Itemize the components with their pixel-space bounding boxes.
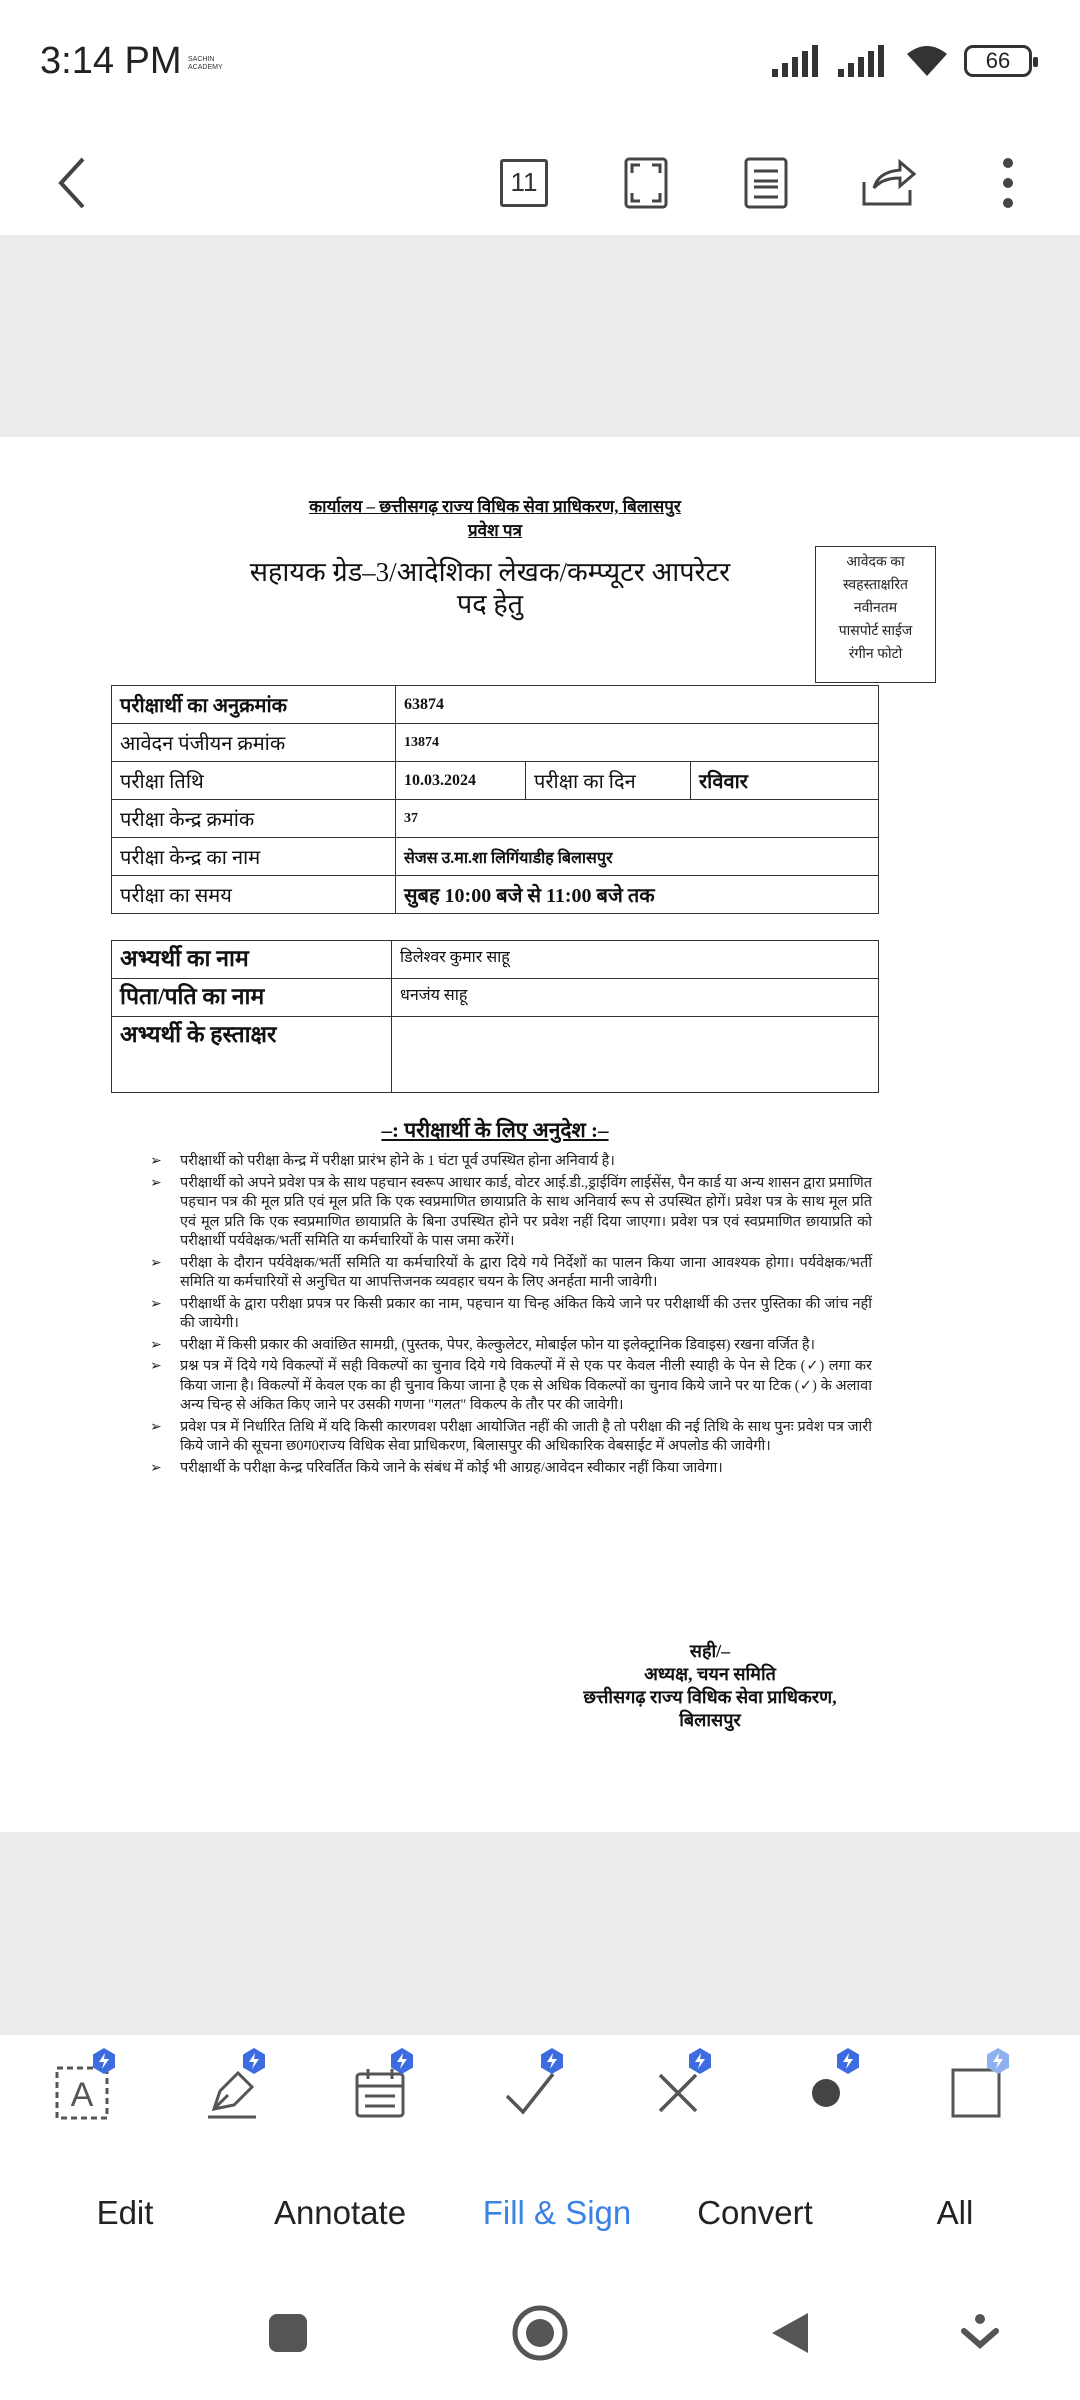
battery-level: 66 (985, 48, 1011, 73)
roll-label: परीक्षार्थी का अनुक्रमांक (112, 686, 396, 724)
svg-text:A: A (70, 2076, 94, 2114)
triangle-back-icon (768, 2309, 812, 2357)
exam-date-value: 10.03.2024 (396, 762, 526, 800)
exam-day-label: परीक्षा का दिन (526, 762, 691, 800)
nav-back-button[interactable] (750, 2293, 830, 2373)
dot-icon (808, 2075, 844, 2111)
candidate-name-value: डिलेश्वर कुमार साहू (392, 941, 879, 979)
status-time: 3:14 PM (40, 40, 182, 82)
father-name-value: धनजंय साहू (392, 979, 879, 1017)
centre-name-label: परीक्षा केन्द्र का नाम (112, 838, 396, 876)
table-row (112, 1017, 879, 1093)
share-icon (860, 158, 916, 208)
exam-info-table (111, 685, 879, 914)
instruction-text: प्रवेश पत्र में निर्धारित तिथि में यदि किसी कारणवश परीक्षा आयोजित नहीं की जाती है तो परीक्षा की नई तिथि के साथ पुनः प्रवेश पत्र जारी किये जाने की सूचना छ0ग0राज्य विधिक सेवा प्राधिकरण, बिलासपुर की अधिकारिक वेबसाईट में अपलोड की जावेगी। (180, 1418, 872, 1454)
signature-line-1: सही/– (689, 1641, 731, 1661)
post-title (190, 556, 790, 620)
list-item (150, 1336, 872, 1356)
registration-value: 13874 (396, 724, 879, 762)
bullet-arrow-icon: ➢ (150, 1460, 162, 1476)
photo-text-2: स्वहस्ताक्षरित (842, 578, 909, 593)
exam-time-label: परीक्षा का समय (112, 876, 396, 914)
exam-date-label: परीक्षा तिथि (112, 762, 396, 800)
tab-annotate[interactable]: Annotate (273, 2194, 407, 2231)
premium-badge-icon (388, 2047, 416, 2075)
status-tag: SACHIN ACADEMY (188, 56, 223, 71)
bullet-arrow-icon: ➢ (150, 1337, 162, 1353)
list-item (150, 1174, 872, 1252)
tab-fill-sign[interactable]: Fill & Sign (482, 2194, 632, 2231)
instruction-text: परीक्षार्थी के परीक्षा केन्द्र परिवर्तित किये जाने के संबंध में कोई भी आग्रह/आवेदन स्वीकार नहीं किया जावेगा। (180, 1459, 723, 1476)
instruction-text: परीक्षार्थी के द्वारा परीक्षा प्रपत्र पर किसी प्रकार का नाम, पहचान या चिन्ह अंकित किये जाने पर परीक्षार्थी की उत्तर पुस्तिका की जांच नहीं की जायेगी। (180, 1295, 872, 1331)
photo-text-3: नवीनतम (853, 601, 898, 616)
roll-value: 63874 (396, 686, 879, 724)
cross-mark-icon (654, 2069, 702, 2117)
tab-convert[interactable]: Convert (697, 2194, 813, 2231)
signature-tool[interactable] (192, 2053, 272, 2133)
instructions-title: –: परीक्षार्थी के लिए अनुदेश :– (381, 1118, 609, 1142)
cross-mark-tool[interactable] (638, 2053, 718, 2133)
list-item (150, 1152, 872, 1172)
dot-tool[interactable] (786, 2053, 866, 2133)
share-button[interactable] (848, 130, 928, 235)
post-title-line1: सहायक ग्रेड–3/आदेशिका लेखक/कम्प्यूटर आपरेटर (249, 557, 731, 587)
signal-icon (772, 45, 824, 77)
centre-number-value: 37 (396, 800, 879, 838)
photo-box (815, 546, 936, 683)
table-row (112, 724, 879, 762)
more-options-button[interactable] (982, 130, 1034, 235)
bullet-arrow-icon: ➢ (150, 1255, 162, 1271)
check-mark-tool[interactable] (490, 2053, 570, 2133)
page-count-button[interactable] (486, 130, 562, 235)
instruction-text: परीक्षा में किसी प्रकार की अवांछित सामग्री, (पुस्तक, पेपर, केल्कुलेटर, मोबाईल फोन या इलेक्ट्रानिक डिवाइस) रखना वर्जित है। (180, 1336, 816, 1353)
text-box-tool[interactable] (42, 2053, 122, 2133)
table-row (112, 876, 879, 914)
premium-badge-icon (538, 2047, 566, 2075)
page-count: 11 (500, 159, 548, 207)
status-bar (0, 0, 1080, 130)
registration-label: आवेदन पंजीयन क्रमांक (112, 724, 396, 762)
fill-sign-toolbar (0, 2035, 1080, 2153)
bullet-arrow-icon: ➢ (150, 1296, 162, 1312)
home-circle-icon (511, 2304, 569, 2362)
wifi-icon (904, 44, 950, 78)
home-button[interactable] (500, 2293, 580, 2373)
bullet-arrow-icon: ➢ (150, 1154, 162, 1169)
list-item (150, 1295, 872, 1334)
signature-line-3: छत्तीसगढ़ राज्य विधिक सेवा प्राधिकरण, (583, 1687, 837, 1707)
premium-badge-icon (90, 2047, 118, 2075)
rectangle-tool[interactable] (936, 2053, 1016, 2133)
instruction-text: परीक्षार्थी को परीक्षा केन्द्र में परीक्षा प्रारंभ होने के 1 घंटा पूर्व उपस्थित होना अनिवार्य है। (180, 1153, 615, 1169)
photo-text-4: पासपोर्ट साईज (838, 624, 913, 639)
candidate-name-label: अभ्यर्थी का नाम (112, 941, 392, 979)
tab-edit[interactable]: Edit (96, 2194, 154, 2231)
top-toolbar (0, 130, 1080, 235)
fullscreen-icon (624, 157, 668, 209)
signature-line-4: बिलासपुर (679, 1710, 741, 1730)
bullet-arrow-icon: ➢ (150, 1419, 162, 1435)
candidate-table (111, 940, 879, 1093)
table-row (112, 979, 879, 1017)
date-tool[interactable] (340, 2053, 420, 2133)
table-row (112, 941, 879, 979)
table-row (112, 686, 879, 724)
table-row (112, 762, 879, 800)
post-title-line2: पद हेतु (456, 589, 524, 619)
candidate-signature-label: अभ्यर्थी के हस्ताक्षर (112, 1017, 392, 1093)
premium-badge-icon (834, 2047, 862, 2075)
reading-mode-icon (744, 157, 788, 209)
instruction-text: प्रश्न पत्र में दिये गये विकल्पों में सही विकल्पों का चुनाव दिये गये विकल्पों में से एक पर केवल नीली स्याही के पेन से टिक (✓) लगा कर किया जाना है। विकल्पों में केवल एक का ही चुनाव किया जाना है एक से अधिक विकल्पों का चुनाव किये जाने पर या टिक (✓) के अलावा अन्य चिन्ह से अंकित किए जाने पर उसकी गणना "गलत" विकल्प के तौर पर की जावेगी। (180, 1358, 872, 1413)
table-row (112, 800, 879, 838)
authority-signature (560, 1640, 860, 1732)
bullet-arrow-icon: ➢ (150, 1175, 162, 1191)
list-item (150, 1418, 872, 1457)
bottom-tabs (0, 2153, 1080, 2273)
status-icons (772, 44, 1032, 78)
list-item (150, 1357, 872, 1416)
centre-name-value: सेजस उ.मा.शा लिगिंयाडीह बिलासपुर (396, 838, 879, 876)
photo-text-5: रंगीन फोटो (848, 647, 903, 662)
list-item (150, 1459, 872, 1479)
bullet-arrow-icon: ➢ (150, 1359, 162, 1374)
system-nav-bar (0, 2273, 1080, 2400)
exam-time-value: सुबह 10:00 बजे से 11:00 बजे तक (396, 876, 879, 914)
tab-all[interactable]: All (936, 2194, 974, 2231)
nav-expand-button[interactable] (940, 2293, 1020, 2373)
admit-card-heading: प्रवेश पत्र (468, 521, 522, 540)
father-name-label: पिता/पति का नाम (112, 979, 392, 1017)
table-row (112, 838, 879, 876)
instruction-text: परीक्षा के दौरान पर्यवेक्षक/भर्ती समिति या कर्मचारियों के द्वारा दिये गये निर्देशों का पालन किया जाना आवश्यक होगा। पर्यवेक्षक/भर्ती समिति या कर्मचारियों से अनुचित या आपत्तिजनक व्यवहार चयन के लिए अनर्हता मानी जावेगी। (180, 1254, 872, 1290)
battery-icon (964, 45, 1032, 77)
exam-day-value: रविवार (691, 762, 879, 800)
more-vertical-icon (1002, 157, 1014, 209)
signal-icon-2 (838, 45, 890, 77)
expand-down-icon (960, 2313, 1000, 2353)
list-item (150, 1254, 872, 1293)
back-button[interactable] (40, 130, 104, 235)
candidate-signature-field[interactable] (392, 1017, 879, 1093)
signature-line-2: अध्यक्ष, चयन समिति (644, 1664, 776, 1684)
instruction-text: परीक्षार्थी को अपने प्रवेश पत्र के साथ पहचान स्वरूप आधार कार्ड, वोटर आई.डी.,ड्राईविंग लाईसेंस, पैन कार्ड या अन्य शासन द्वारा प्रमाणित पहचान पत्र की मूल प्रति एवं मूल प्रति कि एक स्वप्रमाणित छायाप्रति के साथ अनिवार्य रूप से उपस्थित होगें। प्रवेश पत्र के साथ मूल प्रति एवं मूल प्रति कि एक स्वप्रमाणित छायाप्रति के बिना उपस्थित होने पर प्रवेश नहीं दिया जाएगा। प्रवेश पत्र एवं स्वप्रमाणित छायाप्रति को परीक्षार्थी पर्यवेक्षक/भर्ती समिति या कर्मचारियों के पास जमा करेंगें। (180, 1174, 872, 1249)
square-icon (267, 2312, 309, 2354)
fullscreen-button[interactable] (608, 130, 684, 235)
recents-button[interactable] (248, 2293, 328, 2373)
reading-mode-button[interactable] (728, 130, 804, 235)
photo-text-1: आवेदक का (846, 555, 905, 570)
premium-badge-icon (984, 2047, 1012, 2075)
office-heading: कार्यालय – छत्तीसगढ़ राज्य विधिक सेवा प्राधिकरण, बिलासपुर (309, 497, 681, 516)
premium-badge-icon (240, 2047, 268, 2075)
instructions-list (150, 1152, 872, 1480)
centre-number-label: परीक्षा केन्द्र क्रमांक (112, 800, 396, 838)
premium-badge-icon (686, 2047, 714, 2075)
back-arrow-icon (55, 155, 89, 211)
